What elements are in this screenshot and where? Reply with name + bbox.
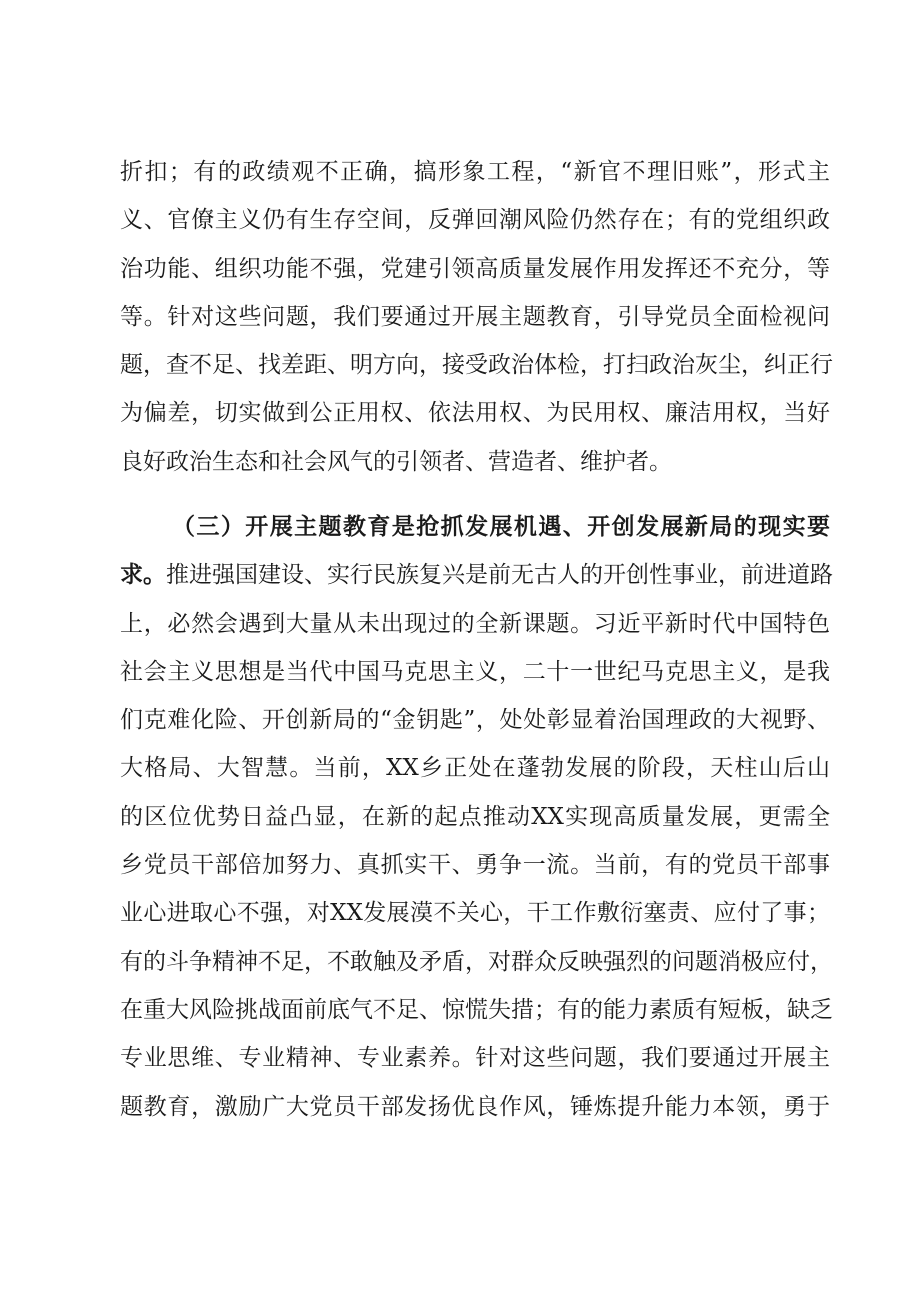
paragraph-line: 题教育，激励广大党员干部发扬优良作风，锤炼提升能力本领，勇于 — [120, 1093, 830, 1120]
paragraph-line: 们克难化险、开创新局的“金钥匙”，处处彰显着治国理政的大视野、 — [120, 707, 830, 734]
paragraph-line: 义、官僚主义仍有生存空间，反弹回潮风险仍然存在；有的党组织政 — [120, 207, 830, 234]
paragraph-line: 乡党员干部倍加努力、真抓实干、勇争一流。当前，有的党员干部事 — [120, 852, 830, 879]
paragraph-line: 等。针对这些问题，我们要通过开展主题教育，引导党员全面检视问 — [120, 303, 830, 330]
section-heading-tail: 求。 — [120, 561, 166, 589]
paragraph-line: 折扣；有的政绩观不正确，搞形象工程，“新官不理旧账”，形式主 — [120, 159, 830, 185]
paragraph-line: 为偏差，切实做到公正用权、依法用权、为民用权、廉洁用权，当好 — [120, 400, 830, 427]
paragraph-line: 治功能、组织功能不强，党建引领高质量发展作用发挥还不充分，等 — [120, 255, 830, 282]
paragraph-line: 大格局、大智慧。当前，XX乡正处在蓬勃发展的阶段，天柱山后山 — [120, 755, 830, 782]
section-heading: （三）开展主题教育是抢抓发展机遇、开创发展新局的现实要 — [172, 513, 830, 540]
paragraph-line: 良好政治生态和社会风气的引领者、营造者、维护者。 — [120, 448, 672, 475]
paragraph-line: 有的斗争精神不足，不敢触及矛盾，对群众反映强烈的问题消极应付， — [120, 948, 833, 975]
paragraph-line: 业心进取心不强，对XX发展漠不关心，干工作敷衍塞责、应付了事； — [120, 900, 830, 927]
paragraph-line — [120, 551, 833, 599]
paragraph-2 — [120, 503, 833, 1131]
paragraph-line: 在重大风险挑战面前底气不足、惊慌失措；有的能力素质有短板，缺乏 — [120, 996, 833, 1023]
paragraph-line-text: 推进强国建设、实行民族复兴是前无古人的开创性事业，前进道路 — [166, 562, 833, 589]
paragraph-line: 的区位优势日益凸显，在新的起点推动XX实现高质量发展，更需全 — [120, 803, 830, 830]
paragraph-line: 上，必然会遇到大量从未出现过的全新课题。习近平新时代中国特色 — [120, 610, 830, 637]
paragraph-line: 社会主义思想是当代中国马克思主义，二十一世纪马克思主义，是我 — [120, 658, 830, 685]
paragraph-line: 专业思维、专业精神、专业素养。针对这些问题，我们要通过开展主 — [120, 1045, 830, 1072]
paragraph-1 — [120, 148, 833, 486]
paragraph-line: 题，查不足、找差距、明方向，接受政治体检，打扫政治灰尘，纠正行 — [120, 352, 833, 379]
